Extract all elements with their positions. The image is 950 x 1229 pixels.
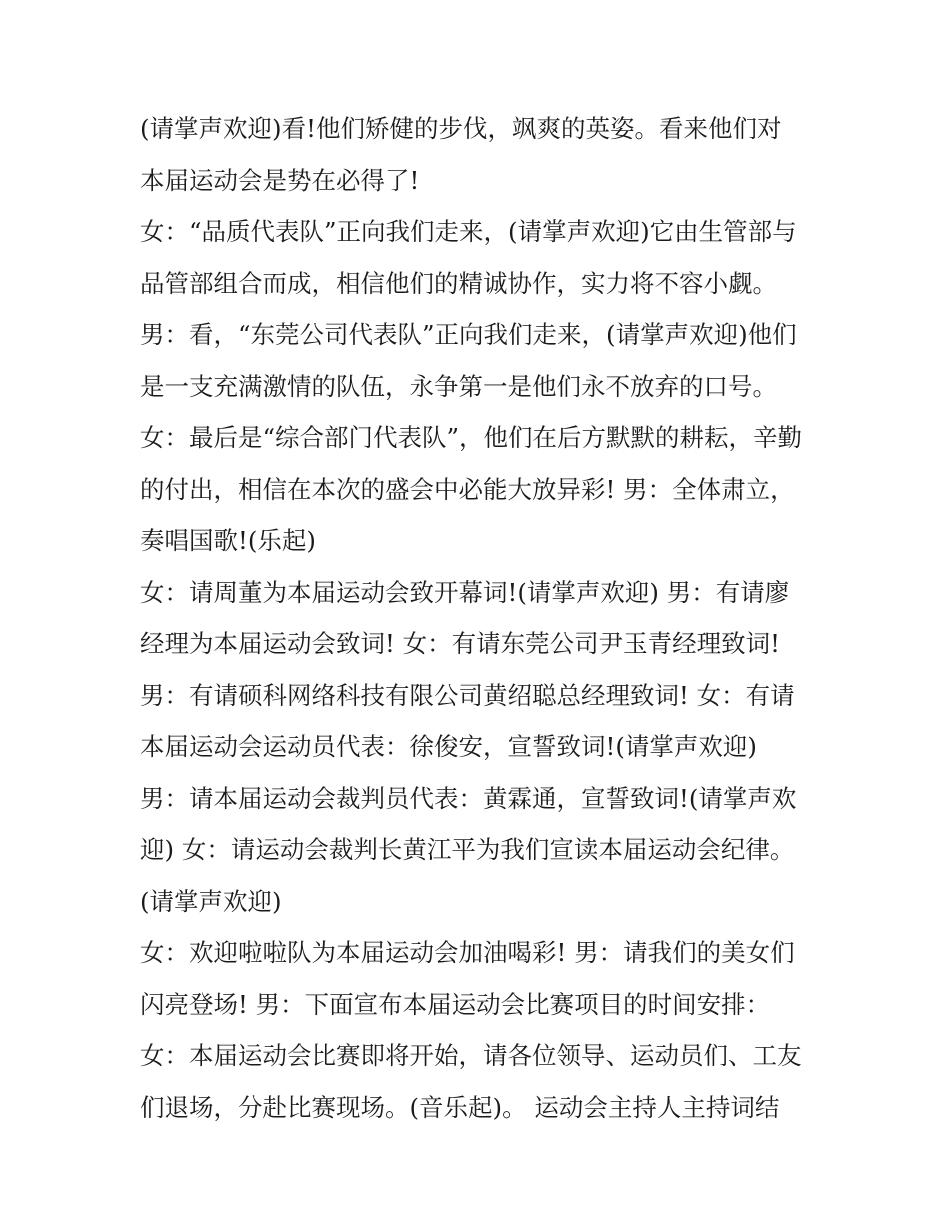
text-line: 女：本届运动会比赛即将开始，请各位领导、运动员们、工友 <box>140 1041 802 1070</box>
text-line: 女：欢迎啦啦队为本届运动会加油喝彩! 男：请我们的美女们 <box>140 938 795 967</box>
text-line: 闪亮登场! 男：下面宣布本届运动会比赛项目的时间安排： <box>140 989 771 1019</box>
text-line: 的付出，相信在本次的盛会中必能大放异彩! 男：全体肃立， <box>140 474 795 504</box>
text-line: 奏唱国歌!(乐起) <box>140 526 316 555</box>
text-line: (请掌声欢迎) <box>140 886 282 916</box>
text-line: 品管部组合而成，相信他们的精诚协作，实力将不容小觑。 <box>140 268 777 298</box>
text-line: 男：请本届运动会裁判员代表：黄霖通，宣誓致词!(请掌声欢 <box>140 783 797 813</box>
text-line: 男：有请硕科网络科技有限公司黄绍聪总经理致词! 女：有请 <box>140 680 795 710</box>
text-line: 迎) 女：请运动会裁判长黄江平为我们宣读本届运动会纪律。 <box>140 835 795 864</box>
text-line: 们退场，分赴比赛现场。(音乐起)。 运动会主持人主持词结 <box>140 1092 780 1122</box>
text-line: 女：最后是“综合部门代表队”，他们在后方默默的耕耘，辛勤 <box>140 423 803 452</box>
text-line: (请掌声欢迎)看!他们矫健的步伐，飒爽的英姿。看来他们对 <box>140 114 782 143</box>
text-line: 本届运动会是势在必得了! <box>140 165 420 195</box>
text-line: 女：“品质代表队”正向我们走来，(请掌声欢迎)它由生管部与 <box>140 217 797 246</box>
text-line: 本届运动会运动员代表：徐俊安，宣誓致词!(请掌声欢迎) <box>140 732 757 761</box>
text-line: 经理为本届运动会致词! 女：有请东莞公司尹玉青经理致词! <box>140 629 780 658</box>
text-line: 女：请周董为本届运动会致开幕词!(请掌声欢迎) 男：有请廖 <box>140 577 790 607</box>
text-line: 是一支充满激情的队伍，永争第一是他们永不放弃的口号。 <box>140 371 777 401</box>
text-line: 男：看，“东莞公司代表队”正向我们走来，(请掌声欢迎)他们 <box>140 320 797 349</box>
body-text <box>140 103 820 1133</box>
